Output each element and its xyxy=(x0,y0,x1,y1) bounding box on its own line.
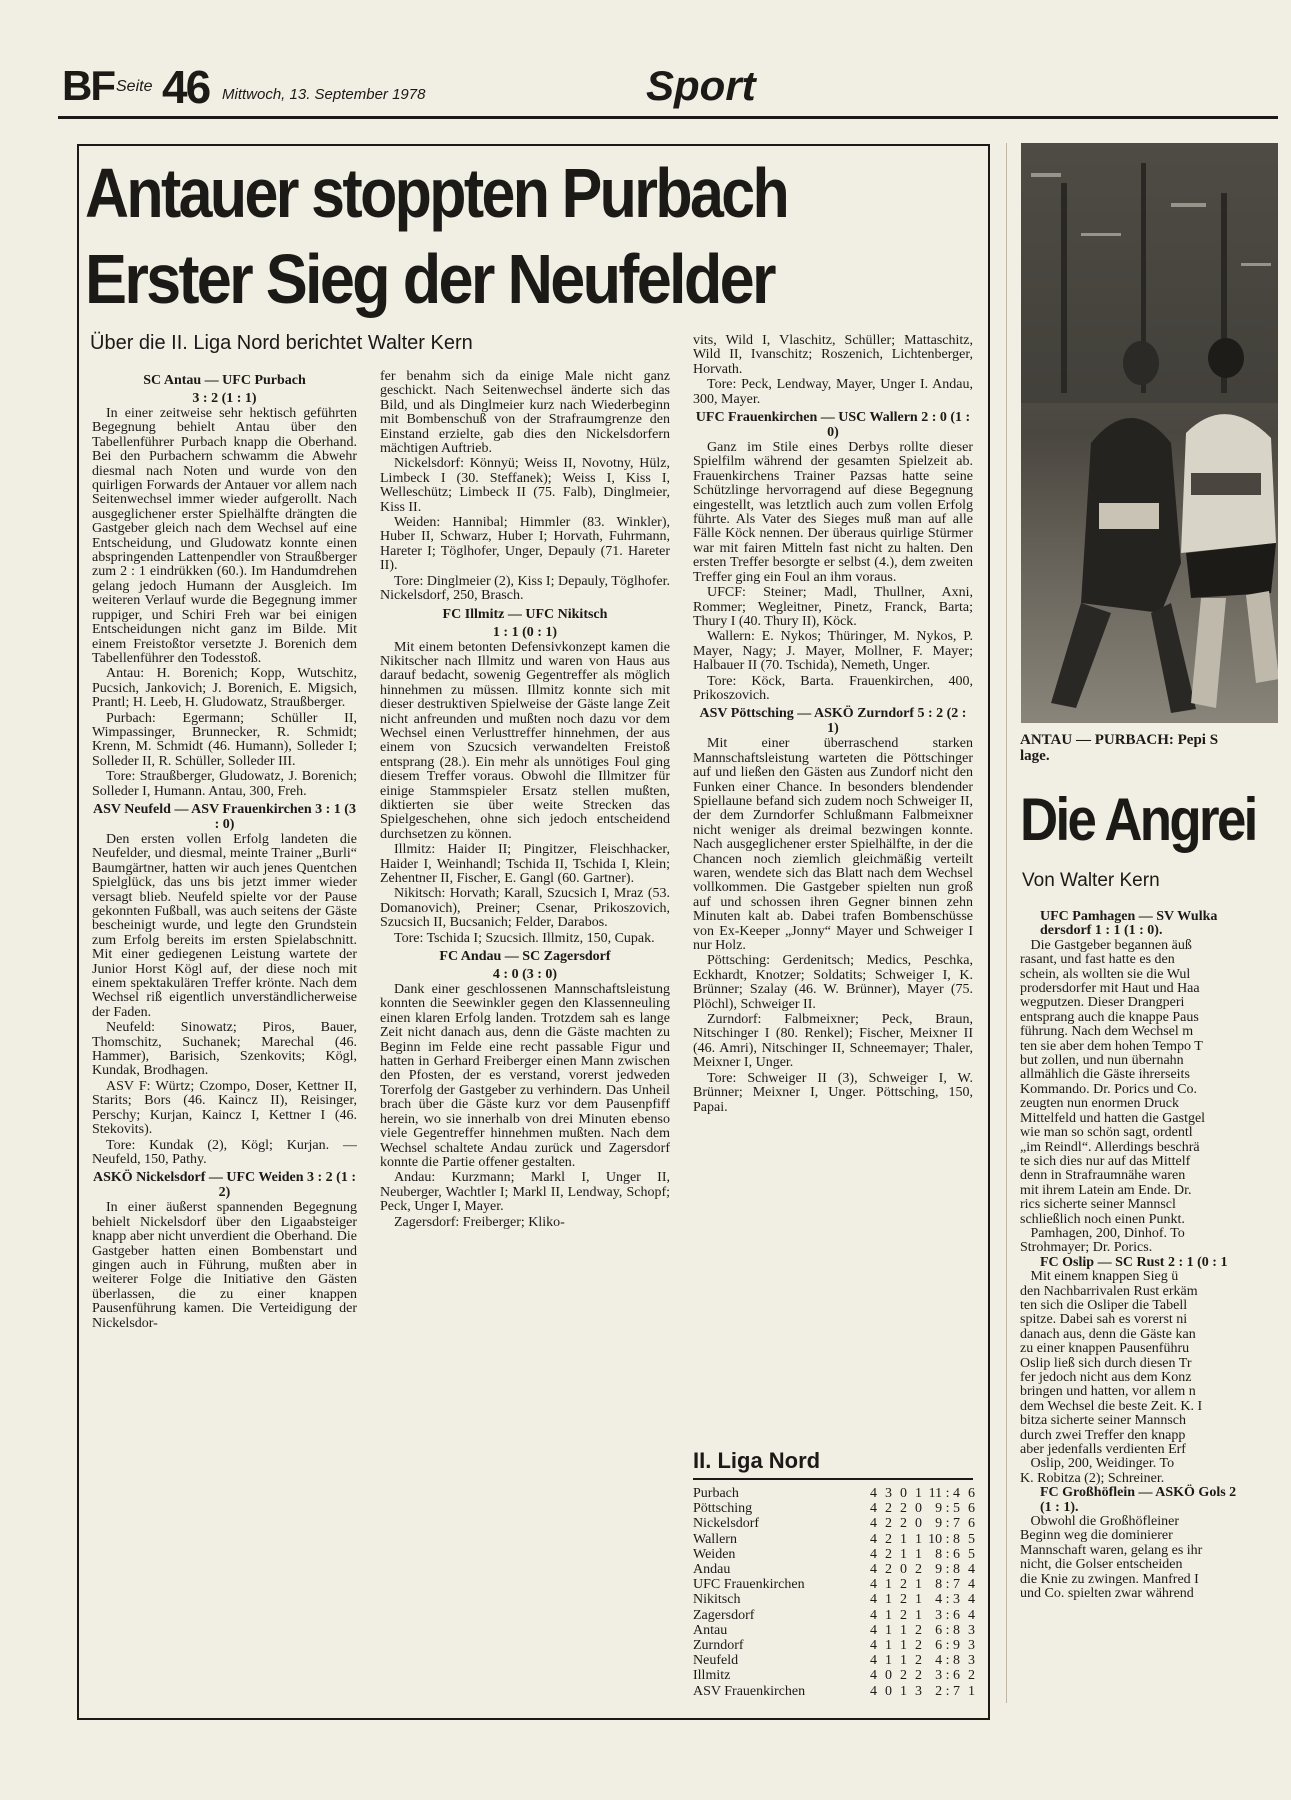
team-name: Zagersdorf xyxy=(693,1607,755,1623)
article-line: wie man so schön sagt, ordentl xyxy=(1020,1125,1193,1141)
paper-logo: BF xyxy=(62,62,114,109)
article-paragraph: Antau: H. Borenich; Kopp, Wutschitz, Pucsich, Jankovich; J. Borenich, E. Migsich, Prantl; H. Leeb, H. Gludowatz, Straußberger. xyxy=(92,666,357,711)
article-line: entsprang auch die knappe Paus xyxy=(1020,1009,1199,1025)
wins: 2 xyxy=(885,1516,892,1532)
points: 3 xyxy=(968,1638,975,1654)
article-line: rasant, und fast hatte es den xyxy=(1020,952,1175,968)
losses: 0 xyxy=(915,1501,922,1517)
article-line: wegputzen. Dieser Drangperi xyxy=(1020,995,1185,1011)
draws: 0 xyxy=(900,1486,907,1501)
team-name: Purbach xyxy=(693,1486,739,1501)
losses: 2 xyxy=(915,1622,922,1638)
article-paragraph: Tore: Tschida I; Szucsich. Illmitz, 150, Cupak. xyxy=(394,930,655,946)
wins: 0 xyxy=(885,1683,892,1699)
article-line: Mannschaft waren, gelang es ihr xyxy=(1020,1542,1203,1558)
table-row xyxy=(693,1668,975,1683)
wins: 3 xyxy=(885,1486,892,1501)
headline-line-2: Erster Sieg der Neufelder xyxy=(85,240,774,318)
side-article-column xyxy=(1020,910,1291,1720)
goals: 6 : 8 xyxy=(935,1622,960,1638)
wins: 1 xyxy=(885,1577,892,1593)
games-played: 4 xyxy=(870,1546,877,1562)
losses: 1 xyxy=(915,1486,922,1501)
games-played: 4 xyxy=(870,1607,877,1623)
table-row xyxy=(693,1684,975,1699)
match-heading: 3 : 2 (1 : 1) xyxy=(192,391,257,406)
wins: 1 xyxy=(885,1653,892,1669)
games-played: 4 xyxy=(870,1668,877,1684)
table-row xyxy=(693,1577,975,1592)
match-heading: ASV Pöttsching — ASKÖ Zurndorf 5 : 2 (2 : 1) xyxy=(699,706,967,737)
article-line: Mit einem knappen Sieg ü xyxy=(1020,1269,1179,1285)
article-line: rics sicherte seiner Mannscl xyxy=(1020,1197,1176,1213)
article-line: zeugten nun enormen Druck xyxy=(1020,1096,1179,1112)
games-played: 4 xyxy=(870,1683,877,1699)
match-heading: FC Illmitz — UFC Nikitsch xyxy=(442,606,608,622)
team-name: Weiden xyxy=(693,1546,736,1562)
article-line: dem Wechsel die beste Zeit. K. I xyxy=(1020,1398,1203,1414)
article-line: nicht, die Golser entscheiden xyxy=(1020,1557,1183,1573)
points: 5 xyxy=(968,1546,975,1562)
article-line: „im Reindl“. Allerdings beschrä xyxy=(1020,1139,1200,1155)
article-paragraph: Pöttsching: Gerdenitsch; Medics, Peschka, Eckhardt, Knotzer; Soldatits; Schweiger I, K. Brünner; Szalay (46. W. Brünner), Mayer (75. Plöchl), Schweiger II. xyxy=(693,953,973,1012)
article-line: bitza sicherte seiner Mannsch xyxy=(1020,1413,1186,1429)
article-line: ten sie aber dem hohen Tempo T xyxy=(1020,1038,1203,1054)
draws: 0 xyxy=(900,1562,907,1578)
league-table xyxy=(693,1486,975,1699)
points: 3 xyxy=(968,1622,975,1638)
masthead xyxy=(58,60,1286,113)
article-line: schein, als wollten sie die Wul xyxy=(1020,966,1191,982)
points: 4 xyxy=(968,1577,975,1593)
article-paragraph: Mit einer überraschend starken Mannschaftsleistung warteten die Pöttschinger auf und ließen den Gästen aus Zundorf nicht den Funken einer Chance. In besonders blendender Spiellaune befand sich zudem noch Schweiger II, der dem Zurndorfer Schlußmann Falbmeixner nicht weniger als dreimal bezwingen konnte. Nach ausgeglichener erster Spielhälfte, in der die Chancen noch ziemlich gleichmäßig verteilt waren, wendete sich das Blatt nach dem Wechsel vollkommen. Die Gastgeber spielten nun groß auf und schossen ihren Gegner binnen zehn Minuten kalt ab. Dabei trafen Bombenschüsse von Ex-Keeper „Jonny“ Mayer und Schweiger I nur Holz. xyxy=(693,736,973,954)
table-row xyxy=(693,1547,975,1562)
losses: 1 xyxy=(915,1592,922,1608)
team-name: Pöttsching xyxy=(693,1501,753,1517)
article-paragraph: Wallern: E. Nykos; Thüringer, M. Nykos, P. Mayer, Nagy; J. Mayer, Mollner, F. Mayer; Halbauer II (70. Tschida), Nemeth, Unger. xyxy=(693,629,973,674)
side-headline: Die Angrei xyxy=(1020,786,1256,853)
draws: 2 xyxy=(900,1592,907,1608)
goals: 9 : 8 xyxy=(935,1562,960,1578)
match-heading: (1 : 1). xyxy=(1040,1499,1079,1515)
article-line: und Co. spielten zwar während xyxy=(1020,1586,1194,1602)
article-line: prodersdorfer mit Haut und Haa xyxy=(1020,981,1200,997)
goals: 2 : 7 xyxy=(935,1683,960,1699)
article-paragraph: In einer äußerst spannenden Begegnung behielt Nickelsdorf über den Ligaabsteiger knapp aber nicht unverdient die Oberhand. Die Gastgeber hatten einen Bombenstart und gingen auch in Führung, mußten aber in weiterer Folge die Initiative den Gästen überlassen, die zu einer knappen Pausenführung kamen. Die Verteidigung der Nickelsdor- xyxy=(92,1200,357,1331)
article-line: Oslip ließ sich durch diesen Tr xyxy=(1020,1355,1192,1371)
issue-date: Mittwoch, 13. September 1978 xyxy=(222,86,426,103)
team-name: Neufeld xyxy=(693,1653,739,1669)
article-paragraph: In einer zeitweise sehr hektisch geführten Begegnung behielt Antau über den Tabellenführer Purbach knapp die Oberhand. Bei den Purbachern schwamm die Abwehr diesmal nach Noten und wurde von den quirligen Forwards der Antauer vor allem nach Seitenwechsel immer wieder aufgerollt. Nach ausgeglichener erster Spielhälfte drängten die Gastgeber gleich nach dem Wechsel auf eine Entscheidung, und Gludowatz konnte einen abspringenden Lattenpendler von Straußberger zum 2 : 1 eindrükken (60.). Im Handumdrehen gelang jedoch Humann der Ausgleich. Im weiteren Verlauf wurde die Begegnung immer ruppiger, und Schiri Freh war bei einigen Entscheidungen nicht ganz im Bilde. Mit einem Freistoßtor versetzte J. Borenich dem Tabellenführer den Todesstoß. xyxy=(92,406,357,666)
games-played: 4 xyxy=(870,1622,877,1638)
goals: 4 : 3 xyxy=(935,1592,960,1608)
points: 6 xyxy=(968,1486,975,1501)
article-paragraph: Tore: Peck, Lendway, Mayer, Unger I. Andau, 300, Mayer. xyxy=(693,377,973,407)
article-line: but zollen, und nun übernahn xyxy=(1020,1053,1184,1069)
draws: 2 xyxy=(900,1501,907,1517)
match-heading: FC Oslip — SC Rust 2 : 1 (0 : 1 xyxy=(1040,1254,1228,1270)
losses: 3 xyxy=(915,1683,922,1699)
games-played: 4 xyxy=(870,1577,877,1593)
match-photo xyxy=(1021,143,1291,723)
team-name: Wallern xyxy=(693,1531,737,1547)
table-row xyxy=(693,1653,975,1668)
match-heading: ASV Neufeld — ASV Frauenkirchen 3 : 1 (3 : 0) xyxy=(93,801,356,832)
draws: 1 xyxy=(900,1622,907,1638)
article-line: fer jedoch nicht aus dem Konz xyxy=(1020,1370,1192,1385)
games-played: 4 xyxy=(870,1516,877,1532)
article-column-1 xyxy=(92,370,357,1710)
wins: 2 xyxy=(885,1531,892,1547)
article-line: ten sich die Osliper die Tabell xyxy=(1020,1297,1188,1313)
goals: 11 : 4 xyxy=(928,1486,960,1501)
article-line: Beginn weg die dominierer xyxy=(1020,1528,1173,1544)
article-line: allmählich die Gäste ihrerseits xyxy=(1020,1067,1190,1083)
table-row xyxy=(693,1486,975,1501)
points: 4 xyxy=(968,1607,975,1623)
byline: Über die II. Liga Nord berichtet Walter Kern xyxy=(90,332,473,354)
losses: 2 xyxy=(915,1653,922,1669)
article-paragraph: Tore: Straußberger, Gludowatz, J. Borenich; Solleder I, Humann. Antau, 300, Freh. xyxy=(92,769,357,799)
article-paragraph: Tore: Kundak (2), Kögl; Kurjan. — Neufeld, 150, Pathy. xyxy=(92,1137,357,1167)
article-paragraph: Nickelsdorf: Könnyü; Weiss II, Novotny, Hülz, Limbeck I (30. Steffanek); Weiss I, Kiss I, Welleschütz; Limbeck II (75. Falb), Dinglmeier, Kiss II. xyxy=(380,456,670,515)
article-paragraph: Tore: Schweiger II (3), Schweiger I, W. Brünner; Meixner I, Unger. Pöttsching, 150, Papai. xyxy=(693,1070,973,1115)
headline-line-1: Antauer stoppten Purbach xyxy=(85,154,788,232)
draws: 1 xyxy=(900,1531,907,1547)
goals: 10 : 8 xyxy=(928,1531,960,1547)
losses: 2 xyxy=(915,1638,922,1654)
photo-caption-line-2: lage. xyxy=(1020,748,1050,764)
article-paragraph: Dank einer geschlossenen Mannschaftsleistung konnten die Seewinkler gegen den Klassenneuling einen klaren Erfolg landen. Trotzdem sah es lange Zeit nicht danach aus, denn die Gäste machten zu Beginn im Felde eine recht passable Figur und hatten in Gerhard Freiberger einen Mann zwischen den Pfosten, der es verstand, vorerst jedweden Torerfolg der Gastgeber zu verhindern. Das Unheil brach über die Gäste kurz vor dem Pausenpfiff herein, wo sie innerhalb von drei Minuten ebenso viele Gegentreffer hinnehmen mußten. Nach dem Wechsel schaltete Andau zurück und Zagersdorf konnte die Partie offener gestalten. xyxy=(380,982,670,1170)
team-name: Zurndorf xyxy=(693,1638,744,1654)
page-label: Seite xyxy=(116,78,153,95)
draws: 2 xyxy=(900,1577,907,1593)
losses: 1 xyxy=(915,1577,922,1593)
games-played: 4 xyxy=(870,1501,877,1517)
article-line: den Nachbarrivalen Rust erkäm xyxy=(1020,1283,1198,1299)
league-table-title: II. Liga Nord xyxy=(693,1448,821,1473)
goals: 8 : 7 xyxy=(935,1577,960,1593)
match-heading: FC Andau — SC Zagersdorf xyxy=(439,949,611,965)
article-paragraph: Ganz im Stile eines Derbys rollte dieser Spielfilm während der gesamten Spielzeit ab. Frauenkirchens Trainer Pazsas hatte seine Schützlinge hervorragend auf diese Begegnung eingestellt, was letztlich auch zum vollen Erfolg führte. Als Vater des Sieges muß man auf alle Fälle Köck nennen. Der überaus quirlige Stürmer war mit fairen Mitteln fast nicht zu halten. Den ersten Treffer besorgte er selbst (4.), dem zweiten Treffer ging ein Foul an ihm voraus. xyxy=(693,440,973,585)
goals: 4 : 8 xyxy=(935,1653,960,1669)
match-heading: ASKÖ Nickelsdorf — UFC Weiden 3 : 2 (1 : 2) xyxy=(92,1170,356,1201)
points: 4 xyxy=(968,1592,975,1608)
article-line: Die Gastgeber begannen äuß xyxy=(1020,937,1192,953)
article-line: denn in Strafraumnähe waren xyxy=(1020,1168,1186,1184)
table-row xyxy=(693,1592,975,1607)
points: 1 xyxy=(968,1683,975,1699)
points: 4 xyxy=(968,1562,975,1578)
article-line: Strohmayer; Dr. Porics. xyxy=(1020,1240,1153,1256)
table-row xyxy=(693,1562,975,1577)
article-column-2 xyxy=(380,370,670,1710)
goals: 3 : 6 xyxy=(935,1668,960,1684)
losses: 1 xyxy=(915,1607,922,1623)
photo-caption xyxy=(1020,732,1291,764)
wins: 0 xyxy=(885,1668,892,1684)
article-column-3 xyxy=(693,334,973,1474)
team-name: ASV Frauenkirchen xyxy=(693,1683,806,1699)
table-row xyxy=(693,1516,975,1531)
match-heading: dersdorf 1 : 1 (1 : 0). xyxy=(1040,923,1163,939)
losses: 2 xyxy=(915,1668,922,1684)
losses: 0 xyxy=(915,1516,922,1532)
draws: 1 xyxy=(900,1653,907,1669)
table-row xyxy=(693,1623,975,1638)
article-paragraph: Tore: Dinglmeier (2), Kiss I; Depauly, Töglhofer. Nickelsdorf, 250, Brasch. xyxy=(380,573,670,604)
article-paragraph: vits, Wild I, Vlaschitz, Schüller; Mattaschitz, Wild II, Ivanschitz; Roszenich, Lichtenberger, Horvath. xyxy=(693,334,973,377)
losses: 2 xyxy=(915,1562,922,1578)
points: 2 xyxy=(968,1668,975,1684)
match-heading: UFC Pamhagen — SV Wulka xyxy=(1040,910,1218,924)
article-line: Pamhagen, 200, Dinhof. To xyxy=(1020,1225,1185,1241)
games-played: 4 xyxy=(870,1486,877,1501)
page-number: 46 xyxy=(162,61,210,113)
article-line: te sich dies nur auf das Mittelf xyxy=(1020,1153,1191,1169)
photo-caption-line-1: ANTAU — PURBACH: Pepi S xyxy=(1020,732,1219,748)
match-heading: 4 : 0 (3 : 0) xyxy=(492,967,558,983)
article-line: mit ihrem Latein am Ende. Dr. xyxy=(1020,1182,1192,1198)
goals: 8 : 6 xyxy=(935,1546,960,1562)
team-name: Nickelsdorf xyxy=(693,1516,760,1532)
article-paragraph: Weiden: Hannibal; Himmler (83. Winkler), Huber II, Schwarz, Huber I; Horvath, Fuhrmann, Hareter I; Töglhofer, Unger, Depauly (71. Hareter II). xyxy=(380,515,670,574)
draws: 2 xyxy=(900,1668,907,1684)
losses: 1 xyxy=(915,1531,922,1547)
wins: 2 xyxy=(885,1546,892,1562)
article-paragraph: Nikitsch: Horvath; Karall, Szucsich I, Mraz (53. Domanovich), Preiner; Csenar, Prikoszovich, Szucsich II, Bucsanich; Felder, Darabos. xyxy=(380,886,670,931)
article-line: die Knie zu zwingen. Manfred I xyxy=(1020,1571,1199,1587)
table-row xyxy=(693,1501,975,1516)
wins: 2 xyxy=(885,1562,892,1578)
match-heading: SC Antau — UFC Purbach xyxy=(143,373,306,388)
wins: 1 xyxy=(885,1607,892,1623)
table-row xyxy=(693,1608,975,1623)
draws: 2 xyxy=(900,1516,907,1532)
team-name: Nikitsch xyxy=(693,1592,741,1608)
league-table-rule xyxy=(693,1478,973,1480)
goals: 6 : 9 xyxy=(935,1638,960,1654)
team-name: Andau xyxy=(693,1562,731,1578)
article-paragraph: Mit einem betonten Defensivkonzept kamen die Nikitscher nach Illmitz und waren von Haus aus darauf bedacht, sowenig Gegentreffer als möglich hinnehmen zu müssen. Illmitz konnte sich mit dieser destruktiven Spielweise der Gäste lange Zeit nicht anfreunden und mußten noch dazu vor dem Wechsel einen Verlusttreffer hinnehmen, der aus einem von Szucsich verwandelten Freistoß entsprang (28.). Ein mehr als unnötiges Foul ging diesem Treffer voraus. Obwohl die Illmitzer für einige Stammspieler Ersatz stellen mußten, diktierten sie über weite Strecken das Spielgeschehen, ohne sich jedoch entscheidend durchsetzen zu können. xyxy=(380,639,670,842)
team-name: UFC Frauenkirchen xyxy=(693,1577,805,1593)
article-paragraph: Tore: Köck, Barta. Frauenkirchen, 400, Prikoszovich. xyxy=(693,673,973,703)
page-edge xyxy=(1278,0,1291,1800)
article-paragraph: Illmitz: Haider II; Pingitzer, Fleischhacker, Haider I, Weinhandl; Tschida II, Tschida I, Klein; Zehentner II, Fischer, E. Gangl (60. Gartner). xyxy=(380,842,670,886)
games-played: 4 xyxy=(870,1638,877,1654)
article-paragraph: Zagersdorf: Freiberger; Kliko- xyxy=(394,1214,565,1230)
games-played: 4 xyxy=(870,1562,877,1578)
article-line: spitze. Dabei sah es vorerst ni xyxy=(1020,1312,1188,1328)
article-line: Oslip, 200, Weidinger. To xyxy=(1020,1456,1175,1472)
masthead-rule xyxy=(58,116,1286,119)
wins: 2 xyxy=(885,1501,892,1517)
games-played: 4 xyxy=(870,1592,877,1608)
losses: 1 xyxy=(915,1546,922,1562)
article-line: zu einer knappen Pausenführu xyxy=(1020,1341,1190,1357)
wins: 1 xyxy=(885,1622,892,1638)
games-played: 4 xyxy=(870,1653,877,1669)
match-heading: FC Großhöflein — ASKÖ Gols 2 xyxy=(1040,1485,1237,1501)
article-line: K. Robitza (2); Schreiner. xyxy=(1020,1470,1165,1486)
goals: 9 : 5 xyxy=(935,1501,960,1517)
goals: 9 : 7 xyxy=(935,1516,960,1532)
points: 6 xyxy=(968,1516,975,1532)
article-paragraph: Neufeld: Sinowatz; Piros, Bauer, Thomschitz, Suchanek; Marechal (46. Hammer), Barisich, Szenkovits; Kögl, Kundak, Brodhagen. xyxy=(92,1020,357,1079)
points: 5 xyxy=(968,1531,975,1547)
wins: 1 xyxy=(885,1592,892,1608)
article-paragraph: Purbach: Egermann; Schüller II, Wimpassinger, Brunnecker, R. Schmidt; Krenn, M. Schmidt (46. Humann), Solleder I; Solleder II, R. Schüller, Solleder III. xyxy=(92,710,357,769)
wins: 1 xyxy=(885,1638,892,1654)
article-paragraph: fer benahm sich da einige Male nicht ganz geschickt. Nach Seitenwechsel änderte sich das Bild, und als Dinglmeier kurz nach Wiederbeginn mit Bombenschuß von der Strafraumgrenze den Einstand erzielte, gab dies den Nickelsdorfern mächtigen Auftrieb. xyxy=(380,370,670,457)
article-paragraph: UFCF: Steiner; Madl, Thullner, Axni, Rommer; Wegleitner, Pinetz, Franck, Barta; Thury I (40. Thury II), Köck. xyxy=(693,585,973,629)
table-row xyxy=(693,1532,975,1547)
points: 3 xyxy=(968,1653,975,1669)
draws: 1 xyxy=(900,1546,907,1562)
side-byline: Von Walter Kern xyxy=(1022,870,1160,891)
article-line: durch zwei Treffer den knapp xyxy=(1020,1427,1186,1443)
team-name: Illmitz xyxy=(693,1668,731,1684)
article-paragraph: ASV F: Würtz; Czompo, Doser, Kettner II, Starits; Bors (46. Kaincz II), Reisinger, Perschy; Kurjan, Kaincz I, Kettner I (46. Stekovits). xyxy=(92,1078,357,1138)
article-line: Obwohl die Großhöfleiner xyxy=(1020,1514,1180,1530)
team-name: Antau xyxy=(693,1622,728,1638)
article-line: bringen und hatten, vor allem n xyxy=(1020,1384,1196,1400)
match-heading: 1 : 1 (0 : 1) xyxy=(492,624,558,640)
article-paragraph: Zurndorf: Falbmeixner; Peck, Braun, Nitschinger I (80. Renkel); Fischer, Meixner II (46. Amri), Nitschinger II, Schneemayer; Thaler, Meixner I, Unger. xyxy=(693,1012,973,1071)
draws: 1 xyxy=(900,1638,907,1654)
points: 6 xyxy=(968,1501,975,1517)
goals: 3 : 6 xyxy=(935,1607,960,1623)
draws: 1 xyxy=(900,1683,907,1699)
draws: 2 xyxy=(900,1607,907,1623)
table-row xyxy=(693,1638,975,1653)
article-line: danach aus, denn die Gäste kan xyxy=(1020,1326,1196,1342)
column-divider xyxy=(1006,143,1007,1703)
article-paragraph: Andau: Kurzmann; Markl I, Unger II, Neuberger, Wachtler I; Markl II, Lendway, Schopf; Peck, Unger I, Mayer. xyxy=(380,1170,670,1215)
match-heading: UFC Frauenkirchen — USC Wallern 2 : 0 (1 : 0) xyxy=(695,410,971,441)
article-paragraph: Den ersten vollen Erfolg landeten die Neufelder, und diesmal, meinte Trainer „Burli“ Baumgärtner, hatten wir auch jenes Quentchen Spielglück, das uns bis jetzt immer wieder versagt blieb. Neufeld spielte vor der Pause gekonnten Fußball, was auch seitens der Gäste bescheinigt wurde, und legte den Grundstein zum Erfolg bereits im ersten Spielabschnitt. Mit einer gediegenen Leistung wartete der Junior Horst Kögl auf, der diese noch mit einem spektakulären Treffer krönte. Nach dem Wechsel riß eigentlich unverständlicherweise der Faden. xyxy=(92,831,357,1020)
article-line: Kommando. Dr. Porics und Co. xyxy=(1020,1081,1197,1097)
article-line: Mittelfeld und hatten die Gastgel xyxy=(1020,1110,1206,1126)
article-line: aber jedenfalls verdienten Erf xyxy=(1020,1442,1186,1458)
article-line: führung. Nach dem Wechsel m xyxy=(1020,1024,1194,1040)
article-line: schließlich noch einen Punkt. xyxy=(1020,1211,1185,1227)
section-title: Sport xyxy=(646,62,756,109)
games-played: 4 xyxy=(870,1531,877,1547)
